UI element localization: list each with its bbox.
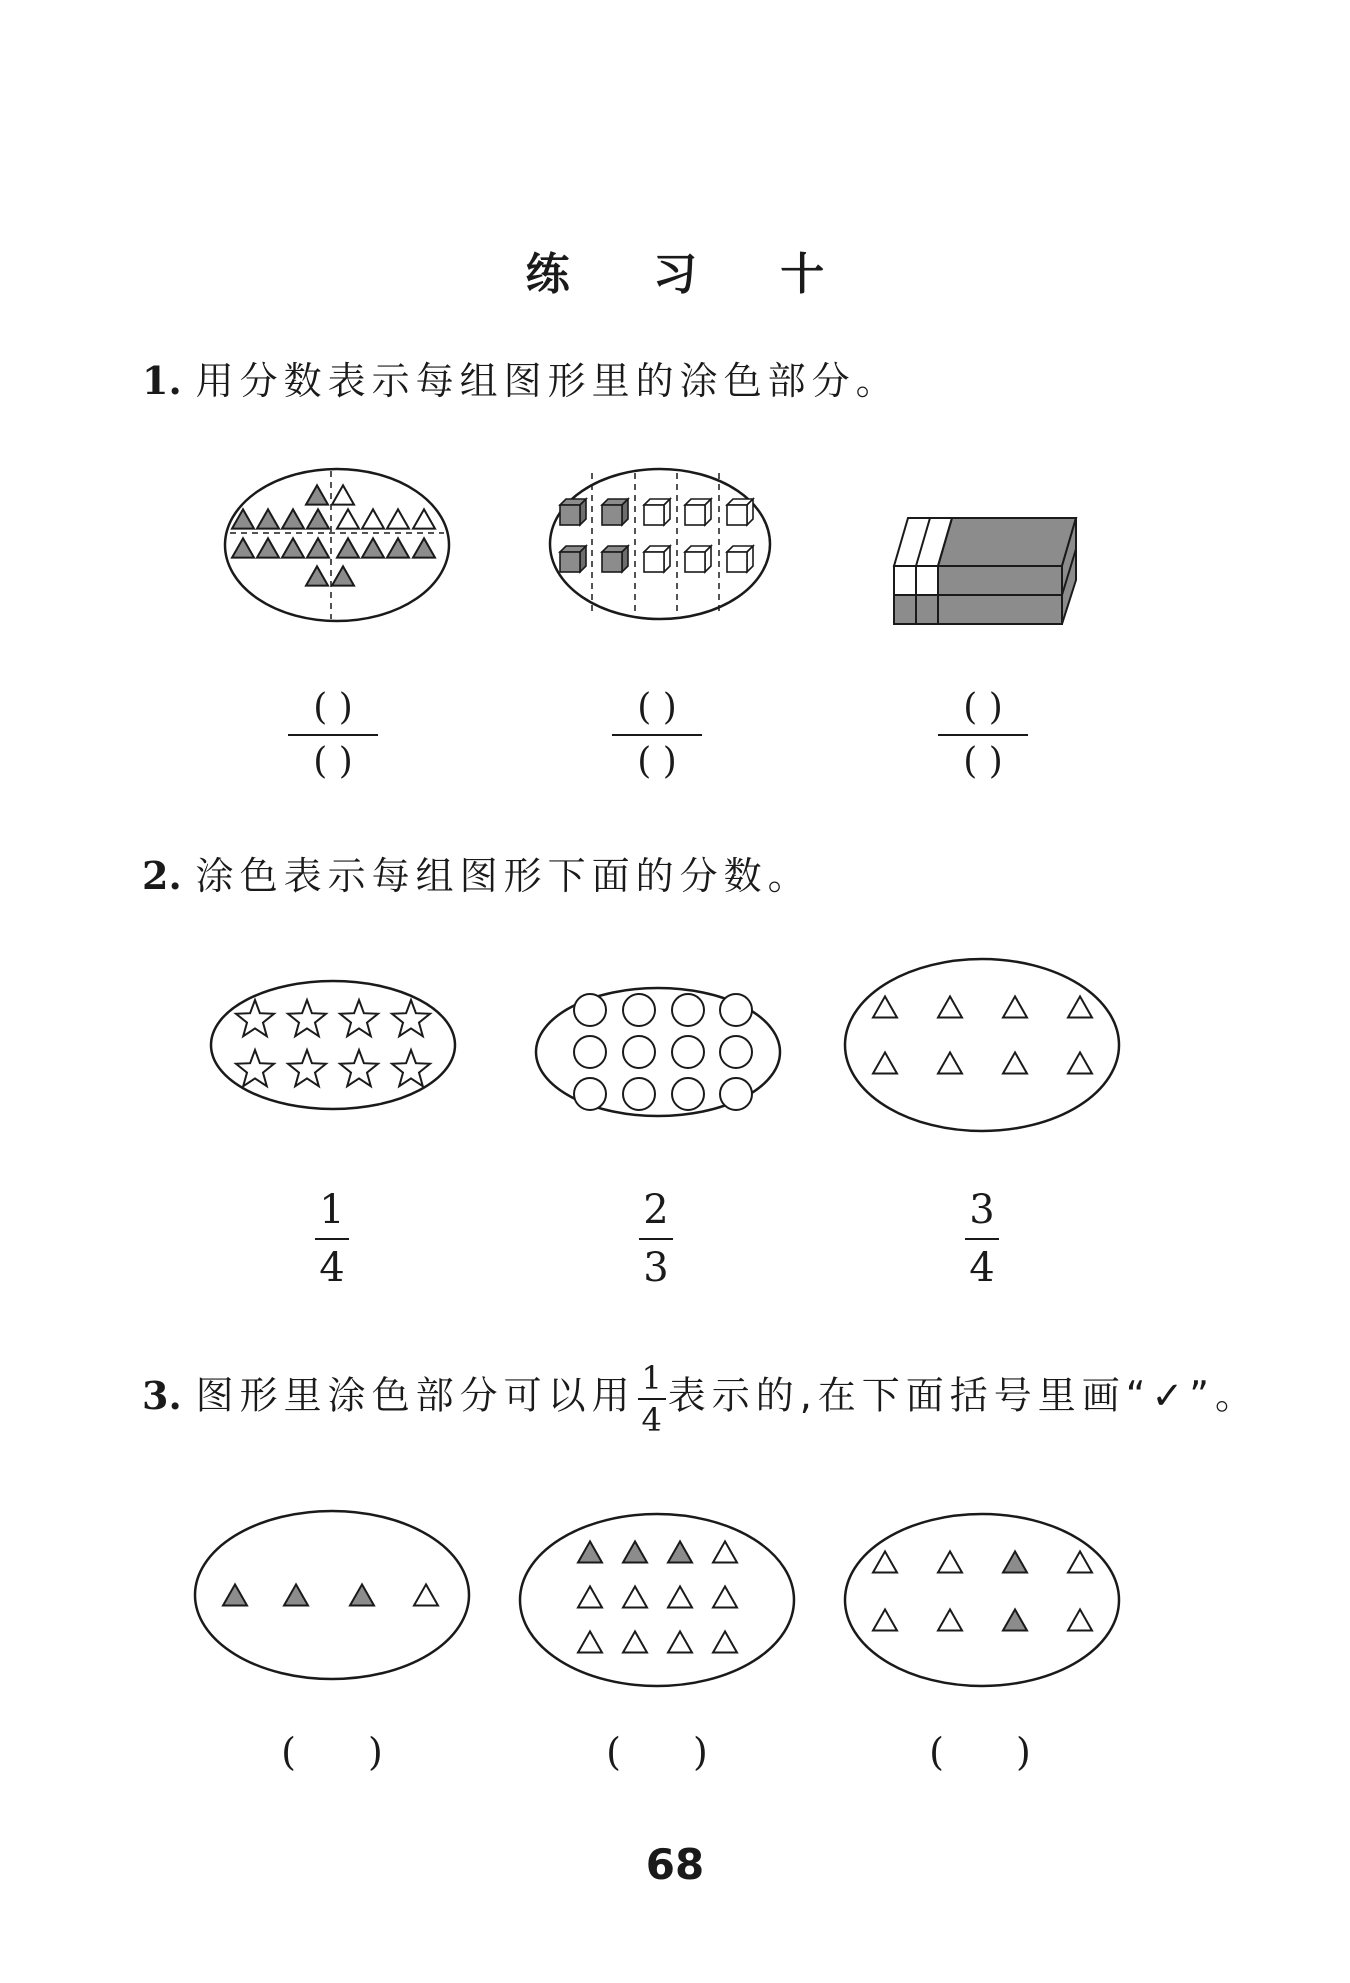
- oval-outline: [845, 959, 1119, 1131]
- triangle: [623, 1586, 647, 1607]
- oval-outline: [211, 981, 455, 1109]
- circle: [574, 1078, 606, 1110]
- triangle: [873, 1609, 897, 1630]
- q1-figure-triangles-oval: [222, 465, 452, 625]
- q3-figure-c-oval: [842, 1510, 1122, 1690]
- inline-fraction: [638, 1359, 666, 1439]
- q2-figure-circles-oval[interactable]: [533, 985, 783, 1119]
- denominator: 3: [643, 1245, 669, 1291]
- question-2: [142, 845, 812, 900]
- shaded-triangle: [232, 538, 254, 557]
- shaded-triangle: [257, 509, 279, 528]
- q1-answer-blank[interactable]: [938, 687, 1028, 782]
- cube: [644, 505, 664, 525]
- shaded-triangle: [282, 538, 304, 557]
- circle: [574, 994, 606, 1026]
- triangle: [713, 1586, 737, 1607]
- triangle: [938, 1609, 962, 1630]
- shaded-triangle: [1003, 1551, 1027, 1572]
- denominator-blank[interactable]: ( ): [963, 741, 1003, 782]
- triangle: [1068, 996, 1092, 1017]
- shaded-triangle: [282, 509, 304, 528]
- q1-answer-blank[interactable]: [612, 687, 702, 782]
- q3-figure-a-oval: [192, 1508, 472, 1683]
- q3-answer-paren[interactable]: ( ): [606, 1730, 708, 1774]
- star: [340, 1000, 378, 1036]
- shaded-cube: [602, 505, 622, 525]
- denominator-blank[interactable]: ( ): [637, 741, 677, 782]
- triangle: [668, 1586, 692, 1607]
- numerator-blank[interactable]: ( ): [963, 687, 1003, 728]
- q1-figure-cubes-oval: [547, 465, 773, 623]
- shaded-triangle: [350, 1584, 374, 1605]
- triangle: [873, 996, 897, 1017]
- q1-figure-prism: [890, 505, 1080, 625]
- q2-fraction: [626, 1187, 686, 1291]
- cube: [727, 505, 747, 525]
- triangle: [938, 1551, 962, 1572]
- circle: [574, 1036, 606, 1068]
- shaded-cube: [602, 552, 622, 572]
- shaded-triangle: [668, 1541, 692, 1562]
- shaded-triangle: [284, 1584, 308, 1605]
- triangle: [1003, 1052, 1027, 1073]
- triangle: [623, 1631, 647, 1652]
- numerator: 1: [319, 1187, 345, 1233]
- cube: [685, 552, 705, 572]
- shaded-cube: [560, 552, 580, 572]
- triangle: [414, 1584, 438, 1605]
- circle: [720, 1036, 752, 1068]
- shaded-triangle: [387, 538, 409, 557]
- shaded-triangle: [1003, 1609, 1027, 1630]
- page-number: 68: [645, 1840, 705, 1889]
- denominator: 4: [969, 1245, 995, 1291]
- shaded-triangle: [306, 485, 328, 504]
- shaded-triangle: [623, 1541, 647, 1562]
- q2-fraction: [302, 1187, 362, 1291]
- shaded-triangle: [578, 1541, 602, 1562]
- triangle: [713, 1541, 737, 1562]
- q2-fraction: [952, 1187, 1012, 1291]
- shaded-triangle: [362, 538, 384, 557]
- star: [392, 1000, 430, 1036]
- circle: [720, 1078, 752, 1110]
- triangle: [337, 509, 359, 528]
- circle: [720, 994, 752, 1026]
- triangle: [873, 1052, 897, 1073]
- oval-outline: [225, 469, 449, 621]
- numerator-blank[interactable]: ( ): [313, 687, 353, 728]
- question-1: [142, 350, 900, 405]
- question-text: 涂色表示每组图形下面的分数。: [195, 854, 812, 898]
- question-number: 1.: [142, 358, 182, 403]
- q2-figure-stars-oval[interactable]: [208, 978, 458, 1112]
- denominator-blank[interactable]: ( ): [313, 741, 353, 782]
- star: [236, 1050, 274, 1086]
- triangle: [713, 1631, 737, 1652]
- page-title: 练 习 十: [525, 249, 859, 300]
- shaded-triangle: [307, 538, 329, 557]
- star: [236, 1000, 274, 1036]
- oval-outline: [520, 1514, 794, 1686]
- circle: [672, 1036, 704, 1068]
- circle: [623, 1036, 655, 1068]
- circle: [672, 994, 704, 1026]
- shaded-cube: [560, 505, 580, 525]
- triangle: [668, 1631, 692, 1652]
- numerator: 2: [643, 1187, 669, 1233]
- numerator: 3: [969, 1187, 995, 1233]
- triangle: [1068, 1052, 1092, 1073]
- triangle: [578, 1631, 602, 1652]
- triangle: [387, 509, 409, 528]
- star: [340, 1050, 378, 1086]
- triangle: [1068, 1551, 1092, 1572]
- question-number: 2.: [142, 853, 182, 898]
- triangle: [938, 996, 962, 1017]
- oval-outline: [550, 469, 770, 619]
- triangle: [578, 1586, 602, 1607]
- shaded-triangle: [337, 538, 359, 557]
- denominator: 4: [641, 1401, 662, 1439]
- shaded-triangle: [223, 1584, 247, 1605]
- question-3: [142, 1359, 1259, 1439]
- triangle: [362, 509, 384, 528]
- triangle: [938, 1052, 962, 1073]
- shaded-triangle: [306, 566, 328, 585]
- cube: [685, 505, 705, 525]
- question-text: 用分数表示每组图形里的涂色部分。: [195, 359, 900, 403]
- shaded-triangle: [332, 566, 354, 585]
- circle: [672, 1078, 704, 1110]
- question-text-after: 表示的,在下面括号里画“✓”。: [667, 1373, 1259, 1418]
- numerator: 1: [641, 1359, 662, 1397]
- triangle: [413, 509, 435, 528]
- triangle: [332, 485, 354, 504]
- numerator-blank[interactable]: ( ): [637, 687, 677, 728]
- circle: [623, 1078, 655, 1110]
- triangle: [1003, 996, 1027, 1017]
- shaded-triangle: [257, 538, 279, 557]
- star: [288, 1000, 326, 1036]
- oval-outline: [845, 1514, 1119, 1686]
- q3-answer-paren[interactable]: ( ): [929, 1730, 1031, 1774]
- triangle: [1068, 1609, 1092, 1630]
- cube: [727, 552, 747, 572]
- q1-answer-blank[interactable]: [288, 687, 378, 782]
- q3-figure-b-oval: [517, 1510, 797, 1690]
- shaded-triangle: [413, 538, 435, 557]
- denominator: 4: [319, 1245, 345, 1291]
- star: [392, 1050, 430, 1086]
- q3-answer-paren[interactable]: ( ): [281, 1730, 383, 1774]
- question-number: 3.: [142, 1372, 182, 1418]
- question-text-before: 图形里涂色部分可以用: [195, 1373, 636, 1418]
- shaded-triangle: [307, 509, 329, 528]
- triangle: [873, 1551, 897, 1572]
- circle: [623, 994, 655, 1026]
- q2-figure-triangles-oval[interactable]: [842, 955, 1122, 1135]
- star: [288, 1050, 326, 1086]
- cube: [644, 552, 664, 572]
